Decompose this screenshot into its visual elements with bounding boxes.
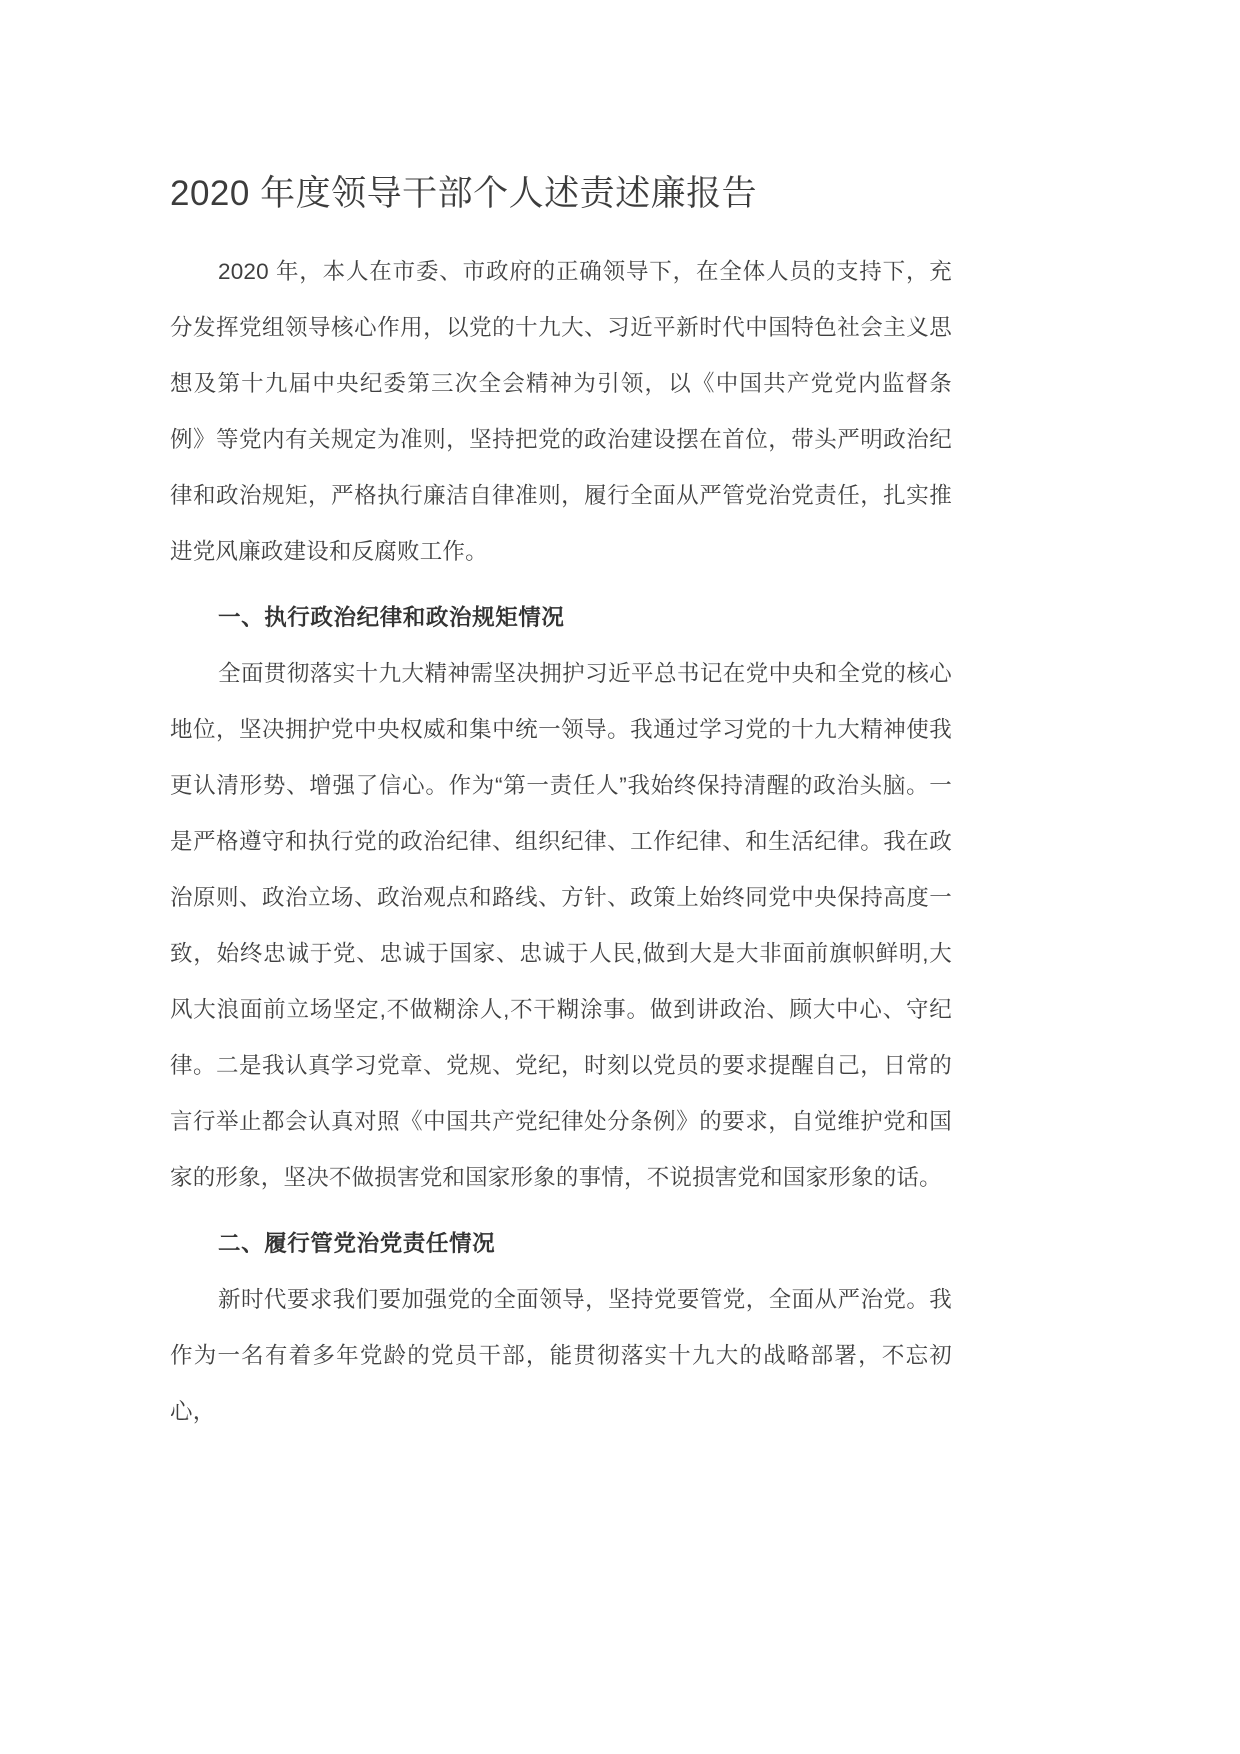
paragraph-intro: 2020 年，本人在市委、市政府的正确领导下，在全体人员的支持下，充分发挥党组领导核心作用，以党的十九大、习近平新时代中国特色社会主义思想及第十九届中央纪委第三次全会精神为引领，以《中国共产党党内监督条例》等党内有关规定为准则，坚持把党的政治建设摆在首位，带头严明政治纪律和政治规矩，严格执行廉洁自律准则，履行全面从严管党治党责任，扎实推进党风廉政建设和反腐败工作。 <box>170 259 952 564</box>
document-content <box>170 0 952 1440</box>
section-heading-2: 二、履行管党治党责任情况 <box>218 1231 496 1256</box>
section-heading-1: 一、执行政治纪律和政治规矩情况 <box>218 605 565 630</box>
paragraph-section-1-body: 全面贯彻落实十九大精神需坚决拥护习近平总书记在党中央和全党的核心地位，坚决拥护党中央权威和集中统一领导。我通过学习党的十九大精神使我更认清形势、增强了信心。作为“第一责任人”我始终保持清醒的政治头脑。一是严格遵守和执行党的政治纪律、组织纪律、工作纪律、和生活纪律。我在政治原则、政治立场、政治观点和路线、方针、政策上始终同党中央保持高度一致，始终忠诚于党、忠诚于国家、忠诚于人民,做到大是大非面前旗帜鲜明,大风大浪面前立场坚定,不做糊涂人,不干糊涂事。做到讲政治、顾大中心、守纪律。二是我认真学习党章、党规、党纪，时刻以党员的要求提醒自己，日常的言行举止都会认真对照《中国共产党纪律处分条例》的要求，自觉维护党和国家的形象，坚决不做损害党和国家形象的事情，不说损害党和国家形象的话。 <box>170 661 952 1190</box>
page-title: 2020 年度领导干部个人述责述廉报告 <box>170 174 758 213</box>
paragraph-section-2-body: 新时代要求我们要加强党的全面领导，坚持党要管党，全面从严治党。我作为一名有着多年党龄的党员干部，能贯彻落实十九大的战略部署，不忘初心， <box>170 1287 952 1424</box>
